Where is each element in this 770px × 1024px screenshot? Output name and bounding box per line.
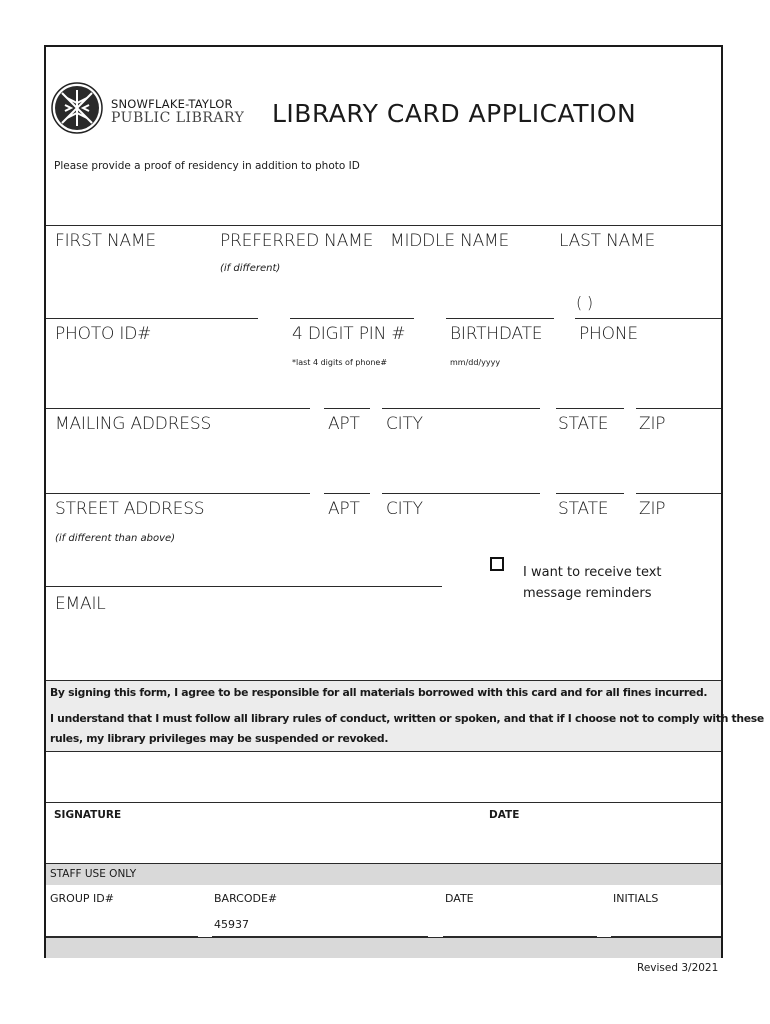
residency-note: Please provide a proof of residency in addition to photo ID bbox=[54, 160, 360, 172]
logo-name-line2: PUBLIC LIBRARY bbox=[111, 110, 245, 126]
mailing-apt-label: APT bbox=[328, 414, 360, 434]
revision-note: Revised 3/2021 bbox=[637, 962, 719, 974]
street-address-hint: (if different than above) bbox=[55, 533, 176, 544]
street-address-line[interactable] bbox=[46, 586, 442, 587]
street-address-label: STREET ADDRESS bbox=[55, 499, 205, 519]
phone-area-code-parens: ( ) bbox=[576, 293, 593, 312]
signature-date-label: DATE bbox=[489, 809, 520, 821]
first-name-label: FIRST NAME bbox=[55, 231, 156, 251]
last-name-label: LAST NAME bbox=[559, 231, 656, 251]
phone-line-b[interactable] bbox=[636, 408, 721, 409]
text-reminders-checkbox[interactable] bbox=[490, 557, 504, 571]
preferred-name-line[interactable] bbox=[290, 318, 414, 319]
text-reminders-label-line1: I want to receive text bbox=[523, 565, 662, 580]
staff-use-header: STAFF USE ONLY bbox=[50, 868, 137, 880]
pin-line[interactable] bbox=[324, 408, 370, 409]
mailing-address-line[interactable] bbox=[46, 493, 310, 494]
staff-date-label: DATE bbox=[445, 892, 474, 905]
agreement-line3: rules, my library privileges may be suspended or revoked. bbox=[50, 732, 389, 745]
photo-id-label: PHOTO ID# bbox=[55, 324, 152, 344]
agreement-box bbox=[46, 680, 764, 752]
signature-label: SIGNATURE bbox=[54, 809, 122, 821]
page-title: LIBRARY CARD APPLICATION bbox=[272, 99, 637, 128]
birthdate-line[interactable] bbox=[382, 408, 540, 409]
mailing-state-label: STATE bbox=[558, 414, 609, 434]
library-logo-icon bbox=[50, 81, 104, 135]
middle-name-line[interactable] bbox=[446, 318, 554, 319]
last-name-line[interactable] bbox=[575, 318, 721, 319]
first-name-line[interactable] bbox=[46, 318, 258, 319]
email-label: EMAIL bbox=[55, 594, 106, 614]
preferred-name-hint: (if different) bbox=[220, 263, 281, 274]
initials-label: INITIALS bbox=[613, 892, 659, 905]
street-apt-label: APT bbox=[328, 499, 360, 519]
application-form bbox=[44, 45, 764, 958]
signature-line[interactable] bbox=[46, 802, 721, 803]
group-id-label: GROUP ID# bbox=[50, 892, 114, 905]
photo-id-line[interactable] bbox=[46, 408, 310, 409]
header-divider bbox=[46, 225, 721, 226]
barcode-value: 45937 bbox=[214, 918, 249, 931]
mailing-apt-line[interactable] bbox=[324, 493, 370, 494]
agreement-line1: By signing this form, I agree to be responsible for all materials borrowed with this card and for all fines incurred. bbox=[50, 686, 708, 699]
street-state-label: STATE bbox=[558, 499, 609, 519]
mailing-state-line[interactable] bbox=[556, 493, 624, 494]
mailing-city-line[interactable] bbox=[382, 493, 540, 494]
phone-label: PHONE bbox=[579, 324, 638, 344]
phone-line-a[interactable] bbox=[556, 408, 624, 409]
birthdate-hint: mm/dd/yyyy bbox=[450, 358, 501, 367]
mailing-city-label: CITY bbox=[386, 414, 423, 434]
mailing-address-label: MAILING ADDRESS bbox=[55, 414, 212, 434]
street-zip-label: ZIP bbox=[639, 499, 666, 519]
birthdate-label: BIRTHDATE bbox=[450, 324, 543, 344]
pin-hint: *last 4 digits of phone# bbox=[292, 358, 388, 367]
street-city-label: CITY bbox=[386, 499, 423, 519]
middle-name-label: MIDDLE NAME bbox=[390, 231, 510, 251]
logo-name-line1: SNOWFLAKE-TAYLOR bbox=[111, 97, 233, 111]
pin-label: 4 DIGIT PIN # bbox=[292, 324, 406, 344]
text-reminders-label-line2: message reminders bbox=[523, 586, 652, 601]
mailing-zip-label: ZIP bbox=[639, 414, 666, 434]
staff-use-header-bar bbox=[46, 863, 721, 885]
mailing-zip-line[interactable] bbox=[636, 493, 721, 494]
staff-footer-bar bbox=[46, 937, 721, 958]
agreement-line2: I understand that I must follow all library rules of conduct, written or spoken, and that if I choose not to comply with these bbox=[50, 712, 764, 725]
barcode-label: BARCODE# bbox=[214, 892, 278, 905]
preferred-name-label: PREFERRED NAME bbox=[220, 231, 374, 251]
